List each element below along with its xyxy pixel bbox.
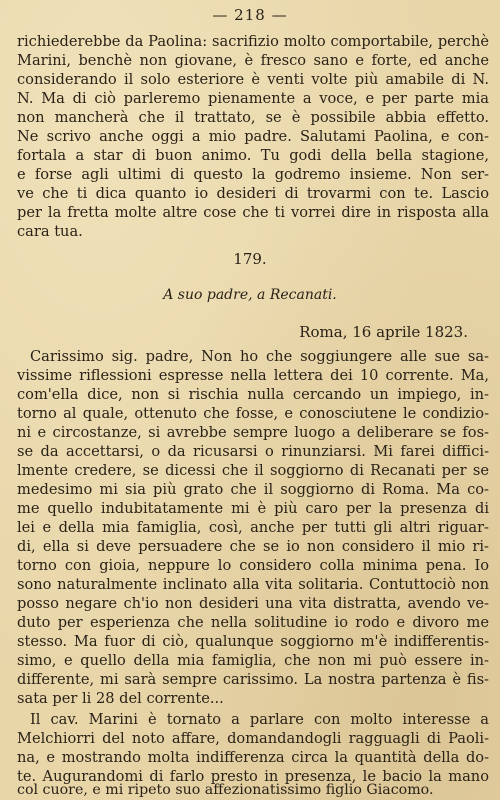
text-line: di, ella si deve persuadere che se io non considero il mio ri- — [17, 538, 489, 555]
text-line: non mancherà che il trattato, se è possibile abbia effetto. — [17, 109, 489, 126]
text-line: Ne scrivo anche oggi a mio padre. Salutami Paolina, e con- — [17, 128, 489, 145]
text-line: Melchiorri del noto affare, domandandogli ragguagli di Paoli- — [17, 730, 489, 747]
letter-heading: A suo padre, a Recanati. — [163, 287, 337, 303]
text-line: ve che ti dica quanto io desideri di trovarmi con te. Lascio — [17, 185, 489, 202]
text-line: torno con gioia, neppure lo considero colla minima pena. Io — [17, 557, 489, 574]
text-line: col cuore, e mi ripeto suo affezionatissimo figlio Giacomo. — [17, 782, 434, 798]
text-line: simo, e quello della mia famiglia, che non mi può essere in- — [17, 652, 489, 669]
text-line: duto per esperienza che nella solitudine io rodo e divoro me — [17, 614, 489, 631]
text-line: sata per li 28 del corrente... — [17, 690, 224, 707]
text-line: medesimo mi sia più grato che il soggiorno di Roma. Ma co- — [17, 481, 489, 498]
text-line: Carissimo sig. padre, Non ho che soggiungere alle sue sa- — [30, 348, 489, 365]
text-line: Marini, benchè non giovane, è fresco sano e forte, ed anche — [17, 52, 489, 69]
text-line: per la fretta molte altre cose che ti vorrei dire in risposta alla — [17, 204, 489, 221]
text-line: torno al quale, ottenuto che fosse, e conosciutene le condizio- — [17, 405, 489, 422]
text-line: fortala a star di buon animo. Tu godi della bella stagione, — [17, 147, 489, 164]
letter-number: 179. — [233, 250, 267, 268]
text-line: stesso. Ma fuor di ciò, qualunque soggiorno m'è indifferentis- — [17, 633, 489, 650]
text-line: e forse agli ultimi di questo la godremo insieme. Non ser- — [17, 166, 489, 183]
text-line: cara tua. — [17, 223, 83, 240]
text-line: te. Augurandomi di farlo presto in presenza, le bacio la mano — [17, 768, 489, 785]
text-line: lei e della mia famiglia, così, anche per tutti gli altri riguar- — [17, 519, 489, 536]
text-line: se da accettarsi, o da ricusarsi o rinunziarsi. Mi farei diffici- — [17, 443, 489, 460]
text-line: me quello indubitatamente mi è più caro per la presenza di — [17, 500, 489, 517]
text-line: posso negare ch'io non desideri una vita distratta, avendo ve- — [17, 595, 489, 612]
text-line: N. Ma di ciò parleremo pienamente a voce, e per parte mia — [17, 90, 489, 107]
text-line: sono naturalmente inclinato alla vita solitaria. Contuttociò non — [17, 576, 489, 593]
page-number: — 218 — — [212, 6, 288, 24]
text-line: Il cav. Marini è tornato a parlare con molto interesse a — [30, 711, 489, 728]
text-line: lmente credere, se dicessi che il soggiorno di Recanati per se — [17, 462, 489, 479]
text-line: richiederebbe da Paolina: sacrifizio molto comportabile, perchè — [17, 33, 489, 50]
letter-dateline: Roma, 16 aprile 1823. — [299, 323, 468, 341]
text-line: vissime riflessioni espresse nella lettera dei 10 corrente. Ma, — [17, 367, 489, 384]
text-line: com'ella dice, non si rischia nulla cercando un impiego, in- — [17, 386, 489, 403]
text-line: differente, mi sarà sempre carissimo. La nostra partenza è fis- — [17, 671, 489, 688]
text-line: ni e circostanze, si avrebbe sempre luogo a deliberare se fos- — [17, 424, 489, 441]
text-line: considerando il solo esteriore è venti volte più amabile di N. — [17, 71, 489, 88]
text-line: na, e mostrando molta indifferenza circa la quantità della do- — [17, 749, 489, 766]
